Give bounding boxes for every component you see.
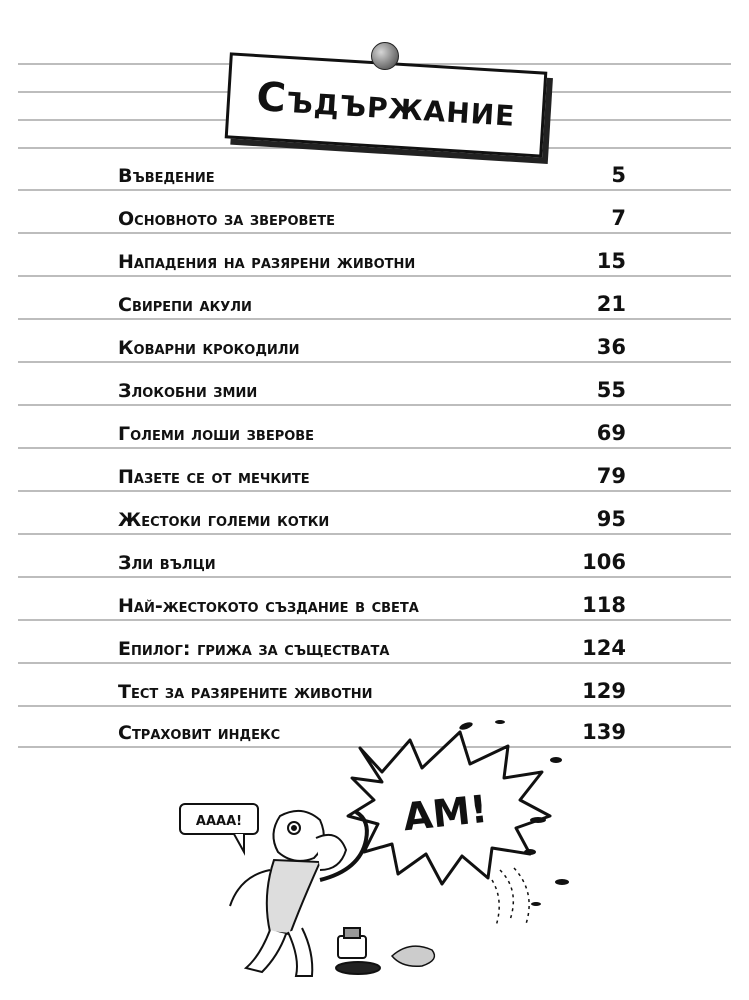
- ruled-line: [18, 619, 731, 621]
- toc-row[interactable]: [118, 415, 626, 447]
- toc-entry-page: 118: [582, 593, 626, 617]
- toc-entry-page: 69: [596, 421, 626, 445]
- toc-row[interactable]: [118, 329, 626, 361]
- toc-entry-title: Нападения на разярени животни: [118, 251, 416, 273]
- splash-drop: [458, 721, 473, 731]
- toc-entry-page: 15: [596, 249, 626, 273]
- toc-entry-title: Зли вълци: [118, 552, 216, 574]
- toc-row[interactable]: [118, 501, 626, 533]
- toc-row[interactable]: [118, 200, 626, 232]
- toc-row[interactable]: [118, 157, 626, 189]
- ruled-line: [18, 705, 731, 707]
- ruled-line: [18, 447, 731, 449]
- toc-entry-page: 106: [582, 550, 626, 574]
- ruled-line: [18, 662, 731, 664]
- ruled-line: [18, 318, 731, 320]
- toc-entry-title: Големи лоши зверове: [118, 423, 315, 445]
- toc-entry-title: Тест за разярените животни: [118, 681, 373, 703]
- toc-entry-page: 21: [596, 292, 626, 316]
- ruled-line: [18, 404, 731, 406]
- toc-entry-page: 79: [596, 464, 626, 488]
- toc-row[interactable]: [118, 630, 626, 662]
- toc-entry-page: 5: [611, 163, 626, 187]
- pushpin-icon: [371, 42, 399, 70]
- toc-entry-page: 7: [611, 206, 626, 230]
- toc-entry-title: Жестоки големи котки: [118, 509, 330, 531]
- sand-pile: [392, 946, 434, 966]
- bubble-tail: [234, 834, 244, 852]
- monkey-illustration: [170, 720, 590, 990]
- motion-lines: [492, 868, 529, 926]
- splash-drop: [495, 720, 505, 724]
- splash-drop: [531, 902, 541, 906]
- ruled-line: [18, 576, 731, 578]
- ruled-line: [18, 361, 731, 363]
- splash-drop: [555, 879, 569, 885]
- toc-entry-title: Свирепи акули: [118, 294, 252, 316]
- splash-drop: [530, 817, 546, 823]
- ruled-line: [18, 232, 731, 234]
- toc-entry-page: 36: [596, 335, 626, 359]
- toc-row[interactable]: [118, 286, 626, 318]
- ruled-line: [18, 189, 731, 191]
- ruled-line: [18, 275, 731, 277]
- splash-drop: [550, 757, 562, 763]
- toc-entry-page: 95: [596, 507, 626, 531]
- splash-drop: [524, 849, 536, 855]
- toc-row[interactable]: [118, 544, 626, 576]
- toc-row[interactable]: [118, 243, 626, 275]
- toc-entry-page: 139: [582, 720, 626, 744]
- toc-entry-title: Основното за зверовете: [118, 208, 336, 230]
- ruled-line: [18, 533, 731, 535]
- small-bubble-text: АААА!: [195, 814, 243, 829]
- toc-entry-title: Коварни крокодили: [118, 337, 300, 359]
- toc-entry-title: Епилог: грижа за съществата: [118, 638, 390, 660]
- toc-entry-title: Пазете се от мечките: [118, 466, 310, 488]
- toc-row[interactable]: [118, 587, 626, 619]
- toc-entry-page: 124: [582, 636, 626, 660]
- toc-entry-title: Най-жестокото създание в света: [118, 595, 419, 617]
- toc-entry-title: Страховит индекс: [118, 722, 281, 744]
- toc-row[interactable]: [118, 673, 626, 705]
- burst-text: АМ!: [400, 786, 490, 840]
- toc-entry-page: 129: [582, 679, 626, 703]
- spilled-bottle-icon: [336, 928, 380, 974]
- toc-entry-title: Злокобни змии: [118, 380, 258, 402]
- toc-row[interactable]: [118, 458, 626, 490]
- toc-entry-title: Въведение: [118, 165, 215, 187]
- toc-row[interactable]: [118, 372, 626, 404]
- toc-entry-page: 55: [596, 378, 626, 402]
- page-title: Съдържание: [255, 74, 517, 136]
- ruled-line: [18, 490, 731, 492]
